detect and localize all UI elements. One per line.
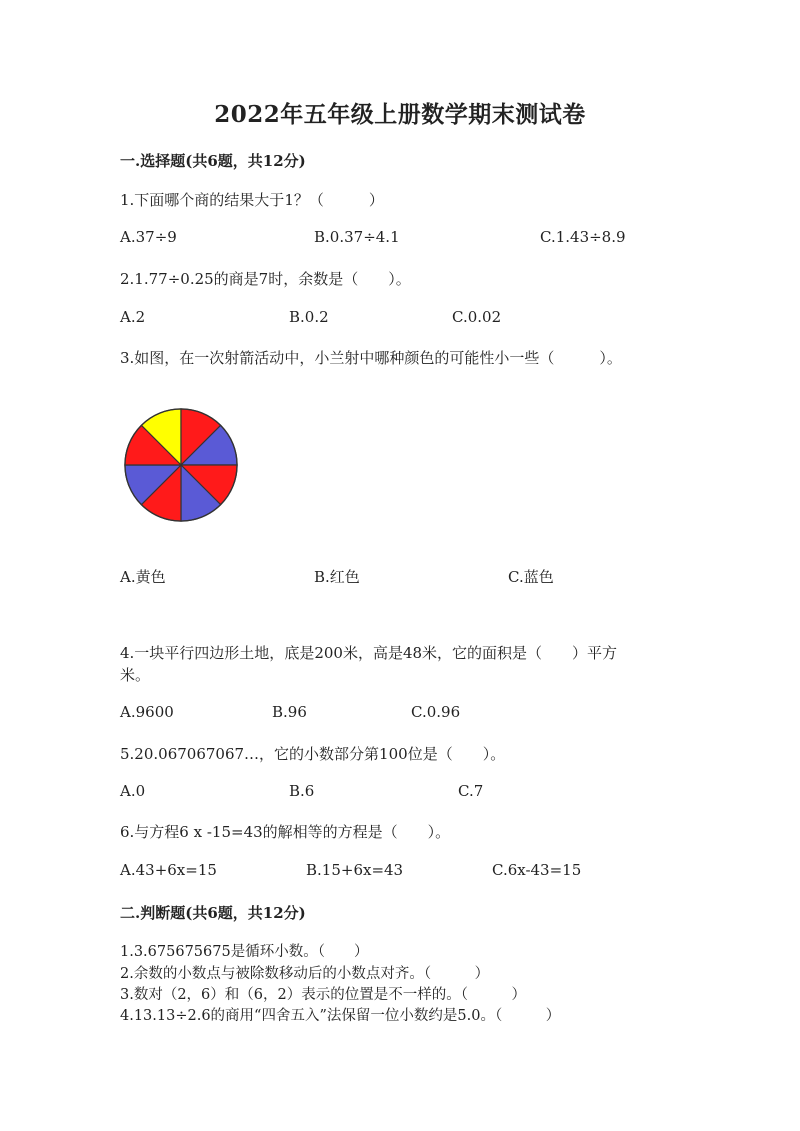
question-4-line-2: 米。: [120, 666, 151, 684]
question-4-option-a: A.9600: [120, 703, 174, 721]
question-3-option-a: A.黄色: [120, 568, 166, 586]
question-6-option-b: B.15+6x=43: [306, 861, 404, 879]
question-5-option-c: C.7: [458, 782, 484, 800]
question-3: 3.如图，在一次射箭活动中，小兰射中哪种颜色的可能性小一些（ ）。: [120, 349, 622, 367]
question-2-option-a: A.2: [120, 308, 146, 326]
question-5-option-a: A.0: [120, 782, 146, 800]
judgment-item-3: 3.数对（2，6）和（6，2）表示的位置是不一样的。（ ）: [120, 987, 526, 1003]
question-2: 2.1.77÷0.25的商是7时，余数是（ ）。: [120, 270, 411, 288]
section-heading-choice: 一.选择题(共6题，共12分): [120, 152, 306, 170]
question-1: 1.下面哪个商的结果大于1？（ ）: [120, 191, 384, 209]
question-1-option-b: B.0.37÷4.1: [314, 228, 400, 246]
judgment-item-2: 2.余数的小数点与被除数移动后的小数点对齐。（ ）: [120, 966, 490, 982]
question-1-option-a: A.37÷9: [120, 228, 177, 246]
question-3-option-c: C.蓝色: [508, 568, 554, 586]
question-5: 5.20.067067067…，它的小数部分第100位是（ ）。: [120, 745, 506, 763]
section-heading-judgment: 二.判断题(共6题，共12分): [120, 904, 306, 922]
question-6-option-a: A.43+6x=15: [120, 861, 217, 879]
target-pie-figure: [122, 406, 240, 524]
question-6-option-c: C.6x-43=15: [492, 861, 582, 879]
page-title: 2022年五年级上册数学期末测试卷: [214, 101, 586, 128]
question-4-option-c: C.0.96: [411, 703, 461, 721]
question-2-option-c: C.0.02: [452, 308, 502, 326]
question-5-option-b: B.6: [289, 782, 315, 800]
question-4-option-b: B.96: [272, 703, 307, 721]
judgment-item-4: 4.13.13÷2.6的商用“四舍五入”法保留一位小数约是5.0。（ ）: [120, 1008, 561, 1024]
question-4-line-1: 4.一块平行四边形土地，底是200米，高是48米，它的面积是（ ）平方: [120, 644, 618, 662]
question-1-option-c: C.1.43÷8.9: [540, 228, 626, 246]
question-2-option-b: B.0.2: [289, 308, 329, 326]
question-3-option-b: B.红色: [314, 568, 360, 586]
judgment-item-1: 1.3.675675675是循环小数。（ ）: [120, 944, 369, 960]
question-6: 6.与方程6 x -15=43的解相等的方程是（ ）。: [120, 823, 451, 841]
